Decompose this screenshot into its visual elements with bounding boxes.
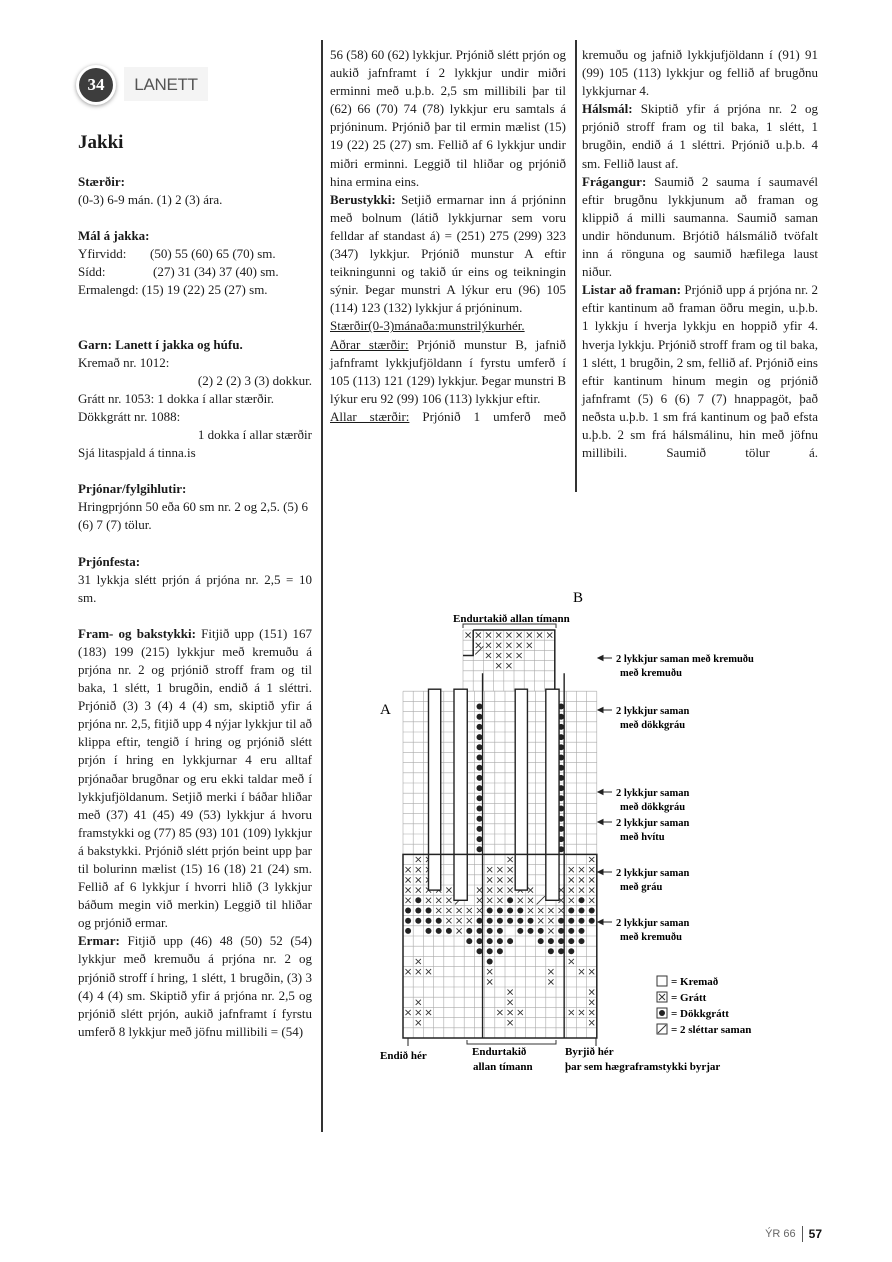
annotation: 2 lykkjur saman	[616, 918, 690, 929]
finishing-text: Saumið 2 sauma í saumavél eftir brugðnu lykkjunum að framan og klippið á milli saumanna. Saumið saman undir höndunum. Brjótið hálsmálið tvöfalt inn á rönguna og saumið hæfilega laust niður.	[582, 173, 819, 280]
page-title: Jakki	[78, 132, 124, 153]
annotation-sub: með dökkgráu	[620, 802, 686, 813]
repeat-bottom-label: Endurtakið	[472, 1046, 527, 1058]
bands-label: Listar að framan:	[582, 282, 681, 298]
annotation: 2 lykkjur saman með kremuðu	[616, 654, 754, 665]
yarn-brand-label: LANETT	[124, 67, 208, 101]
repeat-bottom-label-2: allan tímann	[473, 1061, 533, 1073]
magazine-issue: ÝR 66	[765, 1228, 796, 1240]
end-label: Endið hér	[380, 1050, 427, 1062]
neck-section	[582, 100, 818, 172]
yarn-line: Grátt nr. 1053: 1 dokka í allar stærðir.	[78, 390, 275, 406]
sleeves-label: Ermar:	[78, 933, 120, 949]
column-divider-right	[575, 40, 577, 492]
sizes-value: (0-3) 6-9 mán. (1) 2 (3) ára.	[78, 192, 223, 208]
gauge-value: 31 lykkja slétt prjón á prjóna nr. 2,5 = 10 sm.	[78, 571, 312, 605]
measurement-row: Ermalengd: (15) 19 (22) 25 (27) sm.	[78, 282, 268, 298]
legend-label: = Dökkgrátt	[671, 1008, 729, 1020]
chart-a-label: A	[380, 702, 391, 718]
yarn-line: 1 dokka í allar stærðir	[197, 427, 312, 443]
yarn-label: Garn: Lanett í jakka og húfu.	[78, 336, 243, 352]
bands-section	[582, 281, 818, 462]
sleeves-section	[78, 932, 312, 1041]
right-column	[582, 46, 818, 462]
yarn-line: Sjá litaspjald á tinna.is	[78, 445, 196, 461]
sleeves-continued-text: 56 (58) 60 (62) lykkjur. Prjónið slétt prjón og aukið jafnframt í 2 lykkjur undir miðri erminni með u.þ.b. 2,5 sm millibili þar til (62) 66 (70) 74 (78) lykkjur eru samtals á prjóninum. Prjónið þar til ermin mælist (15) 19 (22) 25 (27) sm. Fellið af 6 lykkjur undir miðri erminni. Leggið til hliðar og prjónið hina ermina eins.	[330, 47, 566, 189]
chart-b-label: B	[573, 590, 584, 606]
finish-yoke-text: kremuðu og jafnið lykkjufjöldann í (91) 91 (99) 105 (113) lykkjur og fellið af brugðnu lykkjurnar 4.	[582, 47, 818, 99]
all-sizes-text: Prjónið 1 umferð með	[422, 408, 566, 424]
sleeves-text: Fitjið upp (46) 48 (50) 52 (54) lykkjur með kremuðu á prjóna nr. 2 og prjónið stroff í hring, 1 slétt, 1 brugðin, (3) 3 (4) 4 (4) sm. Skiptið yfir á prjóna nr. 2,5 og prjónið slétt prjón, aukið jafnframt í fyrstu umferð 8 lykkjur með jöfnu millibili = (54)	[78, 933, 312, 1039]
page-footer	[765, 1226, 822, 1242]
chart-annotations	[616, 654, 754, 943]
body-label: Fram- og bakstykki:	[78, 625, 196, 641]
annotation-sub: með dökkgráu	[620, 720, 686, 731]
yarn-line: (2) 2 (2) 3 (3) dokkur.	[197, 372, 312, 388]
size-0-3-note: Stærðir(0-3)mánaða:munstrilýkurhér.	[330, 318, 525, 334]
yarn-line: Kremað nr. 1012:	[78, 354, 170, 370]
other-sizes-section	[330, 336, 566, 408]
all-sizes-section	[330, 408, 566, 426]
neck-label: Hálsmál:	[582, 101, 633, 117]
other-sizes-text: Prjónið munstur B, jafnið jafnframt lykkjufjöldann í fyrstu umferð í 105 (113) 121 (129) lykkjur. Þegar munstri B lýkur eru 92 (99) 106 (113) lykkjur eftir.	[330, 336, 566, 406]
repeat-bottom-brace	[467, 1040, 556, 1044]
legend-label: = 2 sléttar saman	[671, 1024, 752, 1036]
pattern-number-badge: 34	[79, 68, 113, 102]
annotation-sub: með gráu	[620, 882, 663, 893]
annotation-sub: með kremuðu	[620, 932, 682, 943]
annotation: 2 lykkjur saman	[616, 788, 690, 799]
measurement-row: Sídd: (27) 31 (34) 37 (40) sm.	[78, 264, 279, 280]
start-sublabel: þar sem hægraframstykki byrjar	[565, 1061, 721, 1073]
repeat-top-label: Endurtakið allan tímann	[453, 613, 570, 625]
legend-empty-icon	[657, 976, 667, 986]
neck-text: Skiptið yfir á prjóna nr. 2 og prjónið stroff fram og til baka, 1 slétt, 1 brugðin, endið á 1 sléttri. Prjónið u.þ.b. 4 sm. Fellið laust af.	[582, 101, 818, 171]
legend-label: = Grátt	[671, 992, 707, 1004]
page-number: 57	[808, 1227, 822, 1241]
middle-column	[330, 46, 566, 426]
yoke-text: Setjið ermarnar inn á prjóninn með bolnum (látið lykkjurnar sem voru felldar af standast á) = (251) 275 (299) 323 (347) lykkjur. Prjónið munstur A eftir teikningunni og takið úr eins og teikningin sýnir. Þegar munstri A lýkur eru (96) 105 (114) 123 (132) lykkjur á prjóninum.	[330, 191, 567, 316]
annotation: 2 lykkjur saman	[616, 868, 690, 879]
annotation: 2 lykkjur saman	[616, 706, 690, 717]
body-text: Fitjið upp (151) 167 (183) 199 (215) lykkjur með kremuðu á prjóna nr. 2 og prjónið stroff fram og til baka, 1 slétt, 1 brugðin, endið á 1 sléttri. Prjónið (3) 3 (4) 4 (4) sm, skiptið yfir á prjóna nr. 2,5, fitjið upp 4 nýjar lykkjur til að klippa eftir, tengið í hring og prjónið slétt prjón í hring en lykkjurnar 4 eru alltaf prjónaðar brugðnar og eru ekki taldar með í lykkjufjöldanum. Setjið merki í báðar hliðar með (37) 41 (45) 49 (53) lykkjur á hvoru framstykki og (77) 85 (93) 101 (109) lykkjur á bakstykki. Prjónið slétt prjón beint upp þar til bolurinn mælist (15) 16 (18) 21 (24) sm. Fellið af 6 lykkjur í hvorri hlið (3 lykkjur báðum megin við merkin) Leggið til hliðar og prjónið ermar.	[78, 625, 312, 931]
knitting-chart	[360, 578, 800, 1088]
yoke-label: Berustykki:	[330, 191, 396, 207]
yarn-line: Dökkgrátt nr. 1088:	[78, 408, 181, 424]
bands-text: Prjónið upp á prjóna nr. 2 eftir kantinum að framan öðru megin, u.þ.b. 1 lykkju í hverja lykkju en hoppið yfir 4. hverja lykkju. Prjónið stroff fram og til baka, 1 slétt, 1 brugðin, 2 sm, fellið af. Prjónið eins eftir kantinum hinum megin og prjónið jafnframt (5) 6 (6) 7 (7) hnappagöt, það neðsta u.þ.b. 1 sm frá kantinum og það efsta u.þ.b. 2 sm frá hálsmálinu, hin með jöfnu millibili. Saumið tölur á.	[582, 282, 818, 461]
start-label: Byrjið hér	[565, 1046, 614, 1058]
needles-label: Prjónar/fylgihlutir:	[78, 481, 187, 497]
body-section	[78, 625, 312, 933]
annotation-arrows	[598, 656, 612, 925]
left-column	[78, 173, 312, 1041]
legend-label: = Kremað	[671, 976, 719, 988]
column-divider-left	[321, 40, 323, 1132]
sizes-label: Stærðir:	[78, 174, 125, 189]
chart-a-grid	[403, 673, 597, 1038]
annotation: 2 lykkjur saman	[616, 818, 690, 829]
needles-value: Hringprjónn 50 eða 60 sm nr. 2 og 2,5. (5) 6 (6) 7 (7) tölur.	[78, 499, 309, 533]
yoke-section	[330, 191, 566, 318]
chart-legend	[657, 976, 751, 1036]
finishing-section	[582, 173, 818, 282]
gauge-label: Prjónfesta:	[78, 553, 141, 569]
footer-divider	[802, 1226, 803, 1242]
annotation-sub: með hvítu	[620, 832, 665, 843]
annotation-sub: með kremuðu	[620, 668, 682, 679]
all-sizes-label: Allar stærðir:	[330, 408, 410, 424]
measurements-label: Mál á jakka:	[78, 228, 150, 244]
measurement-row: Yfirvidd: (50) 55 (60) 65 (70) sm.	[78, 246, 276, 262]
chart-b-grid	[463, 630, 555, 691]
finishing-label: Frágangur:	[582, 173, 647, 189]
knitting-chart-graphic	[360, 578, 800, 1088]
legend-dot-glyph	[659, 1010, 665, 1016]
other-sizes-label: Aðrar stærðir:	[330, 336, 409, 352]
